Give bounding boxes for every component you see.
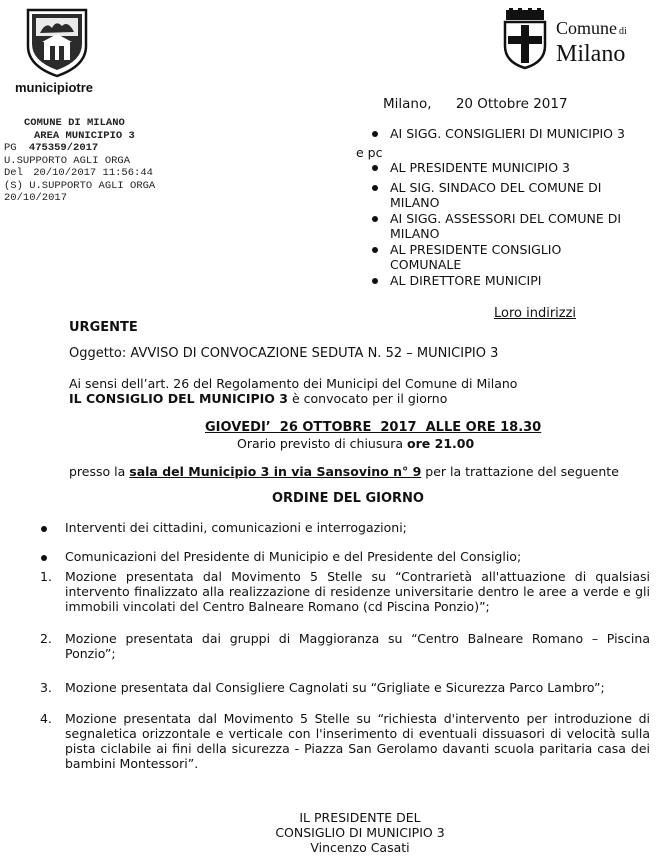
di-word: di: [619, 26, 627, 37]
stamp-pg-value: 475359/2017: [28, 142, 99, 154]
bullet-icon: [372, 278, 378, 284]
stamp-line3: [4, 142, 184, 155]
stamp-del-value: 20/10/2017 11:56:44: [33, 167, 153, 179]
bullet-icon: [372, 247, 378, 253]
signature-line1: IL PRESIDENTE DEL: [299, 810, 421, 825]
recipient-cc-1: AL PRESIDENTE MUNICIPIO 3: [390, 160, 570, 175]
subject-label: Oggetto:: [69, 346, 127, 361]
stamp-line5: [4, 167, 184, 180]
protocol-stamp: [4, 117, 184, 205]
intro-line2: [69, 391, 629, 406]
agenda-bullet-1: Interventi dei cittadini, comunicazioni e interrogazioni;: [65, 520, 407, 535]
date-value: 20 Ottobre 2017: [455, 96, 568, 112]
stamp-line7: 20/10/2017: [4, 192, 68, 204]
agenda-item-1-num: 1.: [40, 569, 52, 584]
stamp-line6: (S) U.SUPPORTO AGLI ORGA: [4, 179, 156, 192]
date-place: Milano,: [383, 96, 432, 112]
council-name: IL CONSIGLIO DEL MUNICIPIO 3: [69, 391, 288, 406]
agenda-item-3-num: 3.: [40, 680, 52, 695]
comune-milano-crest: [500, 8, 550, 70]
agenda-item-2-num: 2.: [40, 631, 52, 646]
milano-word: Milano: [556, 41, 626, 67]
meeting-datetime: GIOVEDI’ 26 OTTOBRE 2017 ALLE ORE 18.30: [205, 420, 542, 435]
signature-line2: CONSIGLIO DI MUNICIPIO 3: [275, 825, 445, 840]
comune-milano-wordmark: [556, 18, 656, 66]
recipient-cc-5: AL DIRETTORE MUNICIPI: [390, 273, 542, 288]
stamp-line1: COMUNE DI MILANO: [24, 117, 125, 129]
subject-line: [69, 346, 629, 362]
bullet-icon: [41, 526, 47, 532]
recipient-cc-3: AI SIGG. ASSESSORI DEL COMUNE DI MILANO: [390, 211, 622, 241]
closing-label: Orario previsto di chiusura: [237, 436, 408, 451]
stamp-line2: AREA MUNICIPIO 3: [34, 129, 135, 142]
location-prefix: presso la: [69, 464, 130, 479]
agenda-title: ORDINE DEL GIORNO: [272, 491, 424, 506]
signature-name: Vincenzo Casati: [310, 840, 410, 855]
date-line: [383, 96, 643, 112]
recipient-primary: AI SIGG. CONSIGLIERI DI MUNICIPIO 3: [390, 126, 625, 141]
bullet-icon: [372, 165, 378, 171]
agenda-item-2-text: Mozione presentata dai gruppi di Maggioranza su “Centro Balneare Romano – Piscina Ponzio”;: [65, 631, 650, 661]
municipio-logo: [22, 6, 92, 78]
bullet-icon: [372, 131, 378, 137]
agenda-bullet-2: Comunicazioni del Presidente di Municipio e del Presidente del Consiglio;: [65, 549, 522, 564]
location-place: sala del Municipio 3 in via Sansovino n° 9: [129, 464, 422, 479]
intro-line1: Ai sensi dell’art. 26 del Regolamento dei Municipi del Comune di Milano: [69, 376, 518, 391]
intro-line2-rest: è convocato per il giorno: [287, 391, 448, 406]
urgent-label: URGENTE: [69, 320, 138, 335]
agenda-item-3-text: Mozione presentata dal Consigliere Cagnolati su “Grigliate e Sicurezza Parco Lambro”;: [65, 680, 605, 695]
comune-word: Comune: [556, 18, 617, 38]
recipient-cc-4: AL PRESIDENTE CONSIGLIO COMUNALE: [390, 242, 562, 272]
agenda-item-4-text: Mozione presentata dal Movimento 5 Stelle su “richiesta d'intervento per introduzione di segnaletica orizzontale e verticale con l'inserimento di eventuali dissuasori di velocità sulla pista ciclabile ai fini della sicurezza - Piazza San Gerolamo davanti scuola paritaria casa dei bambini Montessori”.: [65, 711, 650, 771]
loro-indirizzi: Loro indirizzi: [494, 306, 577, 321]
stamp-line4: U.SUPPORTO AGLI ORGA: [4, 154, 131, 167]
pc-label: e pc: [356, 145, 383, 160]
stamp-pg-label: PG: [4, 142, 17, 154]
closing-time: ore 21.00: [407, 436, 475, 451]
bullet-icon: [372, 216, 378, 222]
bullet-icon: [41, 555, 47, 561]
agenda-item-4-num: 4.: [40, 711, 52, 726]
agenda-item-1-text: Mozione presentata dal Movimento 5 Stelle su “Contrarietà all'attuazione di qualsiasi intervento finalizzato alla realizzazione di residenze universitarie dentro le aree a verde e gli immobili vincolati del Centro Balneare Romano (cd Piscina Ponzio)”;: [65, 569, 650, 614]
municipio-logo-caption: municipiotre: [15, 80, 94, 95]
bullet-icon: [372, 185, 378, 191]
signature-block: [250, 810, 470, 855]
location-line: [69, 464, 649, 479]
closing-time-line: [237, 436, 537, 451]
stamp-del-label: Del: [4, 167, 23, 179]
location-suffix: per la trattazione del seguente: [421, 464, 619, 479]
recipient-cc-2: AL SIG. SINDACO DEL COMUNE DI MILANO: [390, 180, 602, 210]
subject-text: AVVISO DI CONVOCAZIONE SEDUTA N. 52 – MUNICIPIO 3: [130, 346, 499, 361]
